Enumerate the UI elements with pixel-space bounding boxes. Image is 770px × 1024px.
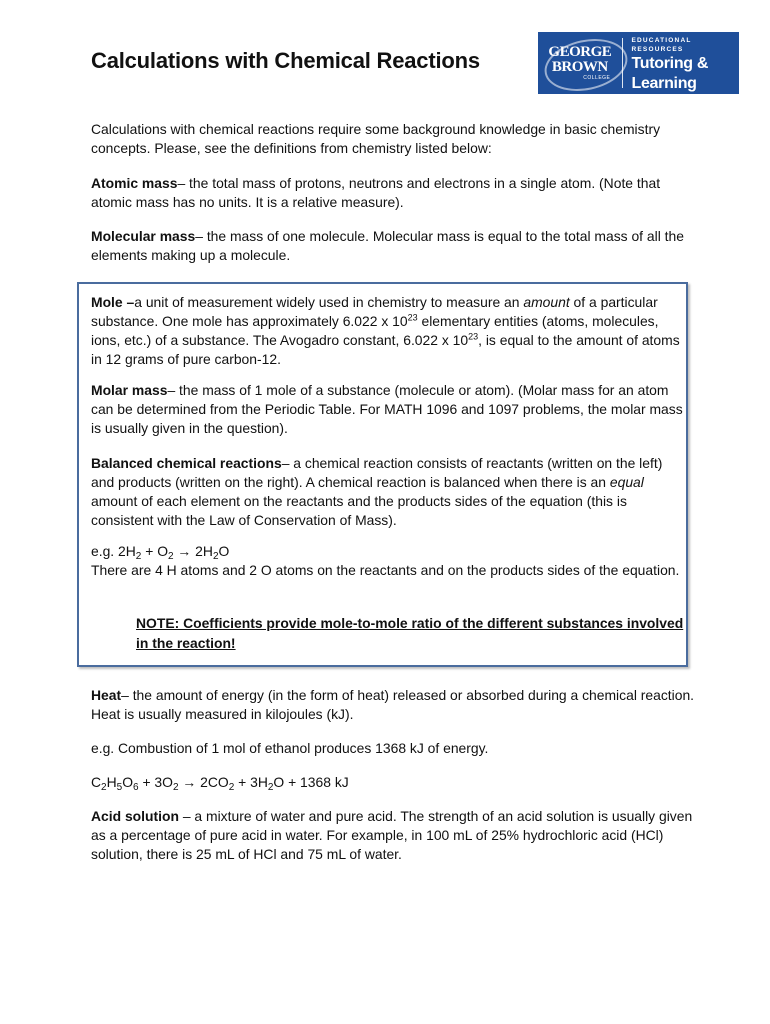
eq1-sub: 2 — [212, 551, 219, 562]
eq2-sub: 2 — [228, 782, 235, 793]
molar-mass-term: Molar mass — [91, 382, 168, 398]
atomic-mass-term: Atomic mass — [91, 175, 178, 191]
acid-text: – a mixture of water and pure acid. The strength of an acid solution is usually given as a percentage of pure acid in water. For example, in 100 mL of 25% hydrochloric acid (HCl) solution, there is 25 mL of HCl and 75 mL of water. — [91, 808, 693, 862]
page-title: Calculations with Chemical Reactions — [91, 48, 480, 73]
mole-exponent-2: 23 — [468, 331, 479, 342]
balanced-text-1: – a chemical reaction consists of reactants (written on the left) and products (written on the right). A chemical reaction is balanced when there is an — [91, 455, 663, 490]
eq2-part: O — [122, 774, 134, 790]
acid-term: Acid solution — [91, 808, 179, 824]
eq2-part: + 3H — [234, 774, 268, 790]
logo-college: COLLEGE — [583, 75, 611, 81]
note-coefficients: NOTE: Coefficients provide mole-to-mole ratio of the different substances involved in the reaction! — [136, 615, 684, 651]
molar-mass-text: – the mass of 1 mole of a substance (molecule or atom). (Molar mass for an atom can be determined from the Periodic Table. For MATH 1096 and 1097 problems, the molar mass is usually given in the question). — [91, 382, 683, 436]
logo-learning-centre: Learning Centre — [631, 75, 697, 112]
example-1-description: There are 4 H atoms and 2 O atoms on the reactants and on the products sides of the equation. — [91, 562, 680, 578]
heat-definition — [91, 686, 695, 724]
mole-term: Mole – — [91, 294, 135, 310]
eq1-sub: 2 — [168, 551, 174, 562]
eq1-part: + O — [141, 543, 168, 559]
logo-educational-resources: EDUCATIONAL RESOURCES — [631, 37, 692, 53]
heat-text: – the amount of energy (in the form of heat) released or absorbed during a chemical reaction. Heat is usually measured in kilojoules (kJ). — [91, 687, 695, 722]
eq2-part: O + 1368 kJ — [273, 774, 349, 790]
eq1-sub: 2 — [135, 551, 142, 562]
logo-divider — [622, 38, 624, 88]
mole-amount-emphasis: amount — [523, 294, 570, 310]
molecular-mass-term: Molecular mass — [91, 228, 196, 244]
mole-exponent-1: 23 — [407, 312, 418, 323]
mole-text-2: of a particular substance. One mole has approximately 6.022 x 10 — [91, 294, 658, 329]
balanced-text-2: amount of each element on the reactants and the products sides of the equation (this is consistent with the Law of Conservation of Mass). — [91, 493, 627, 528]
eq2-sub: 2 — [172, 782, 179, 793]
eq2-sub: 5 — [116, 782, 123, 793]
balanced-term: Balanced chemical reactions — [91, 455, 282, 471]
eq1-part: O — [218, 543, 230, 559]
example-equation-1 — [91, 542, 687, 561]
eq2-part: → 2CO — [178, 774, 229, 790]
eq2-part: + 3O — [138, 774, 173, 790]
heat-term: Heat — [91, 687, 122, 703]
logo-brown: BROWN — [551, 59, 608, 75]
mole-text-4: , is equal to the amount of atoms in 12 grams of pure carbon-12. — [91, 332, 680, 367]
example-2: e.g. Combustion of 1 mol of ethanol produces 1368 kJ of energy. — [91, 740, 489, 756]
molar-mass-definition — [91, 381, 687, 438]
atomic-mass-text: – the total mass of protons, neutrons and electrons in a single atom. (Note that atomic mass has no units. It is a relative measure). — [91, 175, 661, 210]
molecular-mass-definition — [91, 227, 695, 265]
logo-george: GEORGE — [548, 44, 612, 60]
balanced-equal-emphasis: equal — [609, 474, 644, 490]
atomic-mass-definition — [91, 174, 695, 212]
eq1-part: e.g. 2H — [91, 543, 136, 559]
example-equation-2 — [91, 773, 695, 792]
mole-text-3: elementary entities (atoms, molecules, ions, etc.) of a substance. The Avogadro constant, 6.022 x 10 — [91, 313, 659, 348]
balanced-reactions-definition — [91, 454, 687, 530]
acid-solution-definition — [91, 807, 695, 864]
intro-paragraph: Calculations with chemical reactions require some background knowledge in basic chemistry concepts. Please, see the definitions from chemistry listed below: — [91, 121, 661, 156]
tutoring-centre-wordmark — [623, 32, 739, 112]
eq2-sub: 2 — [101, 782, 107, 793]
eq1-part: → 2H — [173, 543, 213, 559]
george-brown-logo — [538, 32, 739, 112]
eq2-sub: 6 — [133, 782, 139, 793]
eq2-part: H — [106, 774, 117, 790]
logo-tutoring: Tutoring & — [631, 55, 709, 72]
eq2-sub: 2 — [267, 782, 274, 793]
mole-text-1: a unit of measurement widely used in chemistry to measure an — [134, 294, 524, 310]
mole-definition — [91, 293, 687, 369]
eq2-part: C — [91, 774, 102, 790]
george-brown-wordmark — [538, 32, 622, 94]
molecular-mass-text: – the mass of one molecule. Molecular mass is equal to the total mass of all the elements making up a molecule. — [91, 228, 684, 263]
